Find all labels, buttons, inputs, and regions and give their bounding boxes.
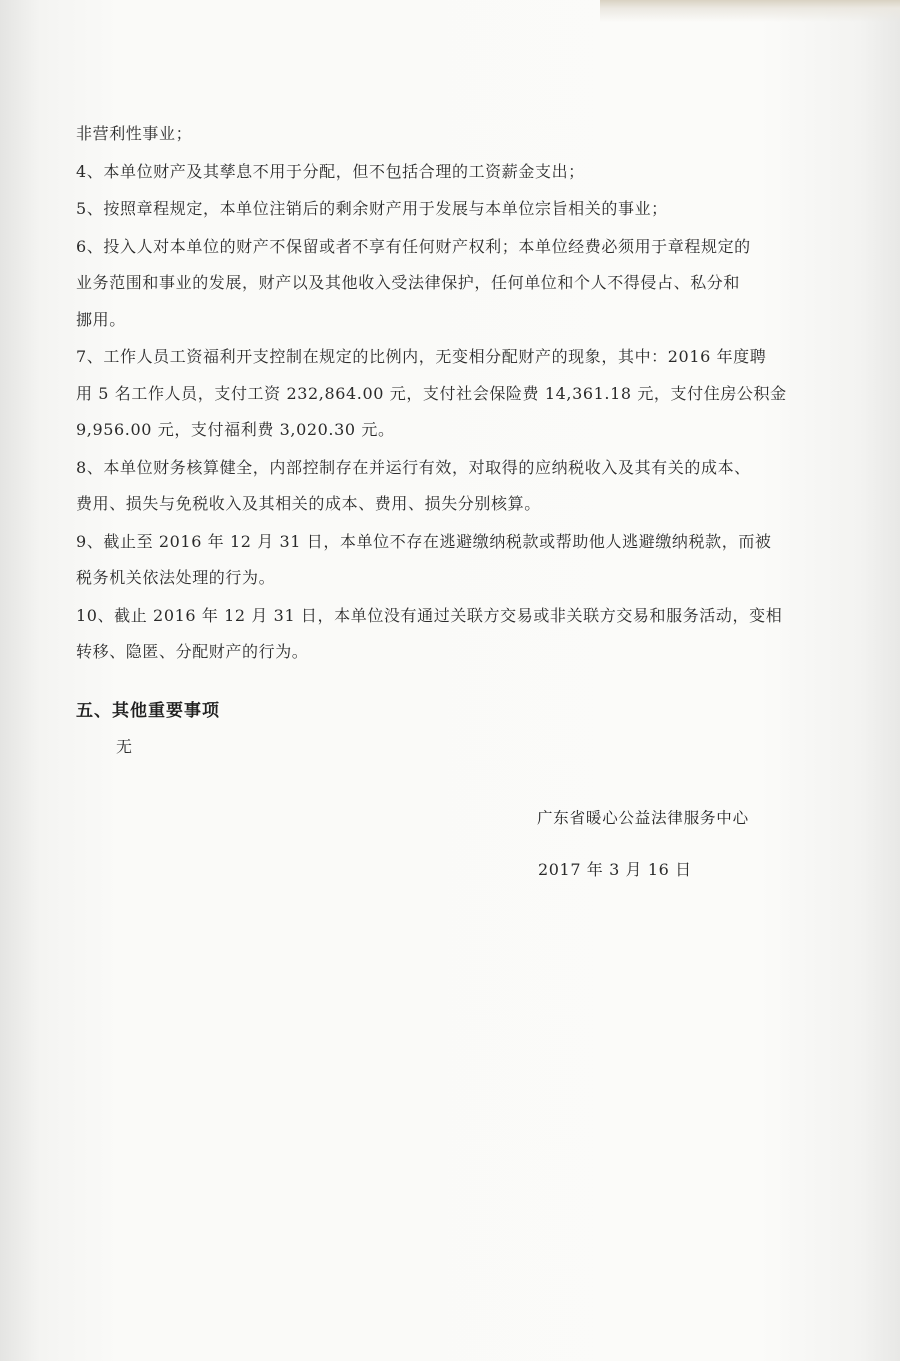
item-6 [76, 229, 776, 339]
section-5-content: 无 [116, 737, 133, 756]
item-9-line-2: 税务机关依法处理的行为。 [76, 568, 276, 587]
item-7-line-3: 9,956.00 元，支付福利费 3,020.30 元。 [76, 420, 395, 439]
item-8 [76, 450, 776, 523]
item-9-line-1: 9、截止至 2016 年 12 月 31 日，本单位不存在逃避缴纳税款或帮助他人逃避缴纳税款，而被 [76, 531, 772, 551]
item-8-line-2: 费用、损失与免税收入及其相关的成本、费用、损失分别核算。 [76, 494, 541, 513]
signature-date: 2017 年 3 月 16 日 [538, 860, 692, 879]
item-9 [76, 524, 776, 597]
item-5: 5、按照章程规定，本单位注销后的剩余财产用于发展与本单位宗旨相关的事业； [76, 199, 668, 218]
item-4: 4、本单位财产及其孳息不用于分配，但不包括合理的工资薪金支出； [76, 161, 585, 181]
item-6-line-2: 业务范围和事业的发展，财产以及其他收入受法律保护，任何单位和个人不得侵占、私分和 [76, 273, 741, 292]
section-5-heading: 五、其他重要事项 [76, 701, 220, 721]
item-7-line-2: 用 5 名工作人员，支付工资 232,864.00 元，支付社会保险费 14,361.18 元，支付住房公积金 [76, 383, 787, 403]
paper-edge [600, 0, 900, 22]
item-3-tail: 非营利性事业； [76, 124, 193, 143]
item-8-line-1: 8、本单位财务核算健全，内部控制存在并运行有效，对取得的应纳税收入及其有关的成本、 [76, 457, 751, 477]
item-6-line-3: 挪用。 [76, 309, 126, 329]
document-body [76, 116, 787, 672]
item-7-line-1: 7、工作人员工资福利开支控制在规定的比例内，无变相分配财产的现象，其中：2016 年度聘 [76, 347, 767, 366]
item-7 [76, 339, 787, 449]
item-10 [76, 598, 783, 671]
signature-organization: 广东省暖心公益法律服务中心 [537, 809, 749, 827]
item-10-line-1: 10、截止 2016 年 12 月 31 日，本单位没有通过关联方交易或非关联方交易和服务活动，变相 [76, 605, 783, 625]
item-6-line-1: 6、投入人对本单位的财产不保留或者不享有任何财产权利；本单位经费必须用于章程规定的 [76, 236, 751, 256]
item-10-line-2: 转移、隐匿、分配财产的行为。 [76, 642, 309, 661]
